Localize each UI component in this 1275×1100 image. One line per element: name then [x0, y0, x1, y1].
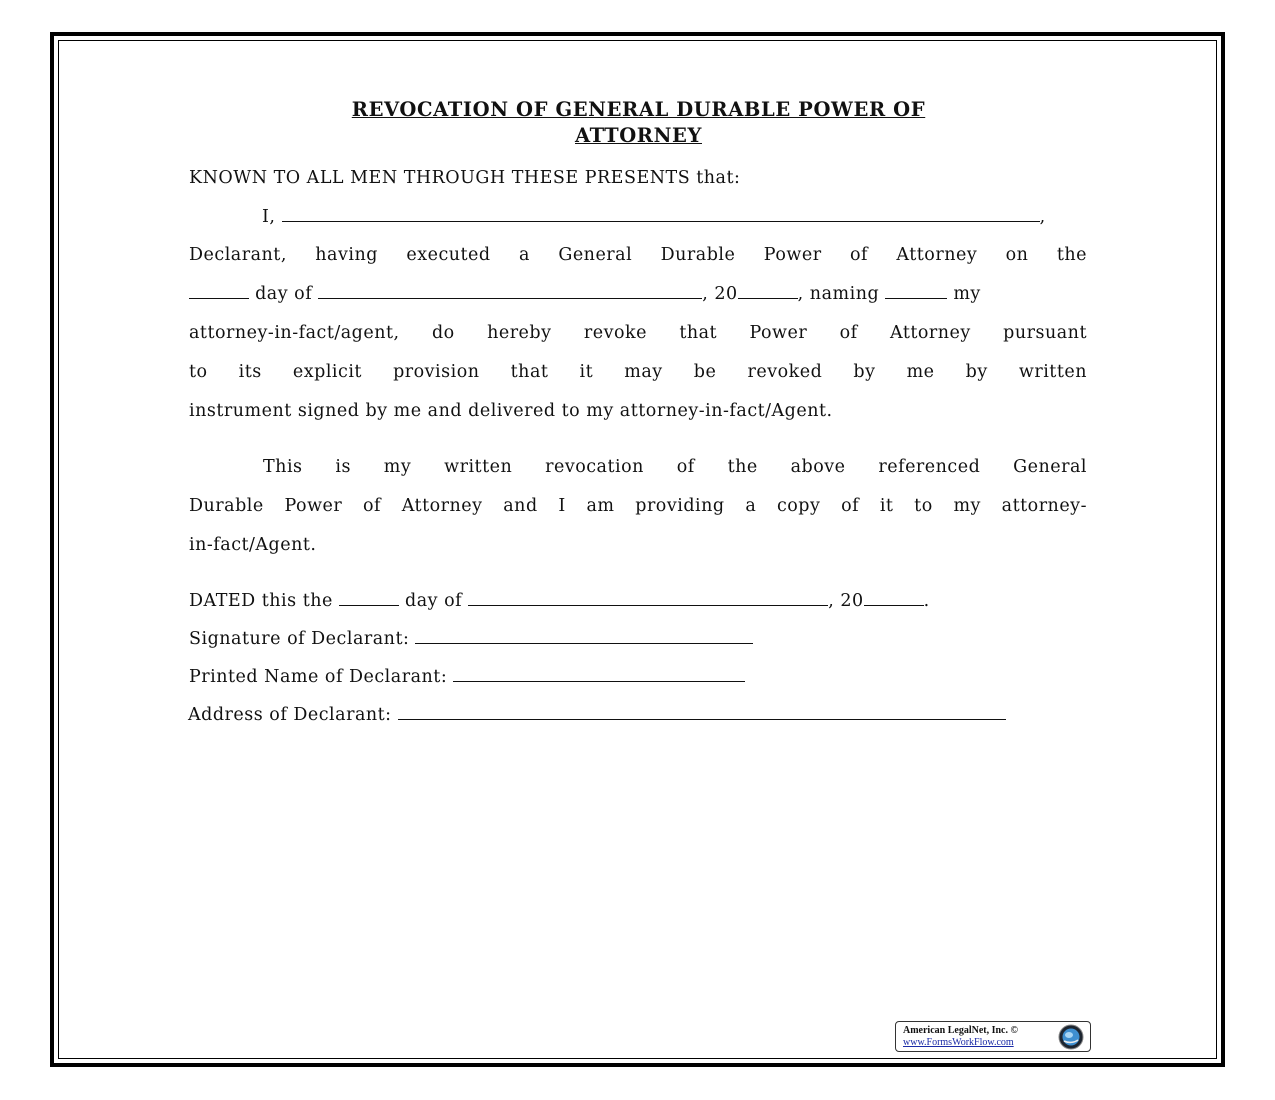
poa-year-prefix: , 20 [702, 284, 738, 304]
dated-end: . [923, 591, 930, 611]
p1-line-4: attorney-in-fact/agent, do hereby revoke that Power of Attorney pursuant [189, 323, 1087, 343]
address-field[interactable] [398, 703, 1006, 720]
agent-name-field[interactable] [885, 282, 947, 299]
dated-year-prefix: , 20 [828, 591, 864, 611]
poa-year-field[interactable] [738, 282, 798, 299]
logo-url-link[interactable]: www.FormsWorkFlow.com [903, 1037, 1014, 1048]
p2-line-1: This is my written revocation of the above referenced General [263, 457, 1087, 477]
poa-date-line [189, 282, 1087, 306]
poa-day-of-label: day of [255, 284, 313, 304]
dated-prefix: DATED this the [189, 591, 333, 611]
title-line-2: ATTORNEY [575, 124, 702, 147]
p2-line-3: in-fact/Agent. [189, 535, 317, 555]
declarant-name-line [189, 205, 1087, 229]
printed-name-line [189, 665, 1087, 689]
naming-label: , naming [797, 284, 880, 304]
signature-field[interactable] [415, 627, 753, 644]
address-line [188, 703, 1086, 727]
i-label: I, [262, 207, 276, 227]
my-label: my [953, 284, 981, 304]
p1-line-6: instrument signed by me and delivered to my attorney-in-fact/Agent. [189, 401, 833, 421]
document-title [190, 97, 1087, 149]
logo-company: American LegalNet, Inc. © [903, 1025, 1018, 1036]
globe-icon [1058, 1024, 1084, 1050]
dated-line [189, 589, 1087, 613]
poa-month-field[interactable] [318, 282, 702, 299]
known-line: KNOWN TO ALL MEN THROUGH THESE PRESENTS that: [189, 168, 741, 188]
p1-line-5: to its explicit provision that it may be revoked by me by written [189, 362, 1087, 382]
poa-day-field[interactable] [189, 282, 249, 299]
p1-line-2: Declarant, having executed a General Durable Power of Attorney on the [189, 245, 1087, 265]
printed-name-field[interactable] [453, 665, 745, 682]
title-line-1: REVOCATION OF GENERAL DURABLE POWER OF [351, 98, 926, 121]
dated-month-field[interactable] [468, 589, 828, 606]
p2-line-2: Durable Power of Attorney and I am providing a copy of it to my attorney- [189, 496, 1087, 516]
dated-day-field[interactable] [339, 589, 399, 606]
dated-year-field[interactable] [864, 589, 924, 606]
declarant-name-field[interactable] [282, 205, 1040, 222]
printed-name-label: Printed Name of Declarant: [189, 667, 448, 687]
dated-day-of: day of [405, 591, 463, 611]
signature-line [189, 627, 1087, 651]
address-label: Address of Declarant: [188, 705, 392, 725]
i-end: , [1039, 207, 1046, 227]
signature-label: Signature of Declarant: [189, 629, 410, 649]
footer-logo [895, 1021, 1091, 1052]
